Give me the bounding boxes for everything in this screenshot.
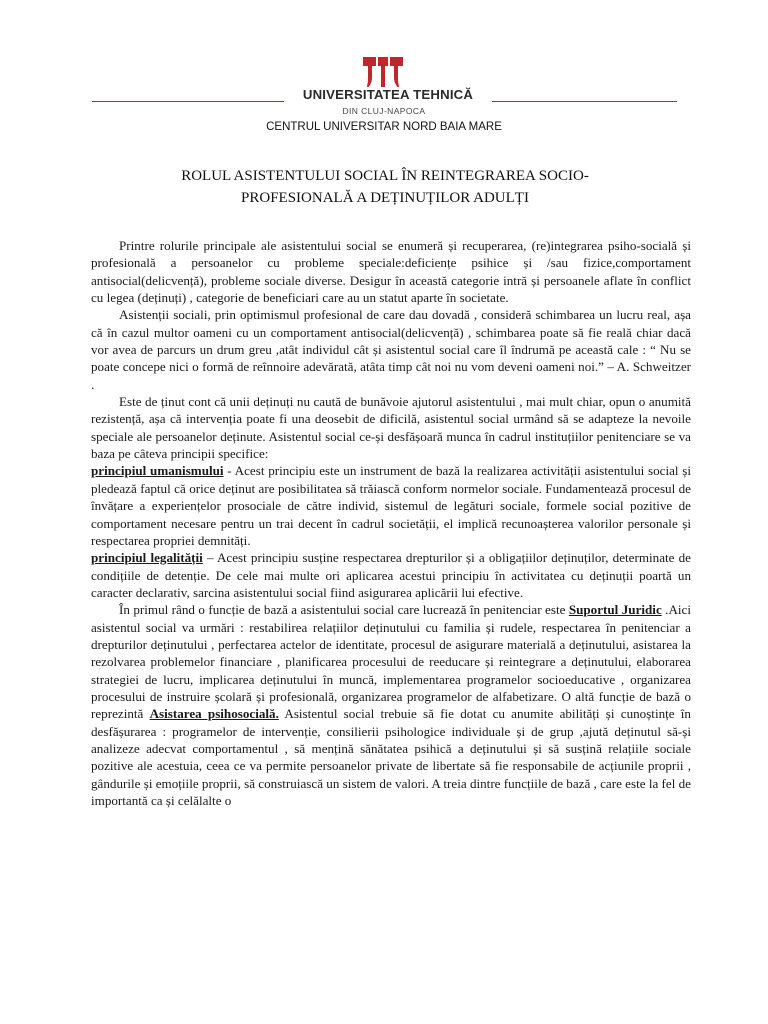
paragraph-3: Este de ținut cont că unii deținuți nu caută de bunăvoie ajutorul asistentului , mai mult chiar, opun o anumită rezistență, așa că intervenția poate fi una deosebit de dificilă, asistentul social urmând să se adapteze la nevoile speciale ale persoanelor deținute. Asistentul social ce-și desfășoară munca în cadrul instituțiilor penitenciare se va baza pe câteva principii specifice:: [91, 394, 691, 462]
paragraph-principle-humanism: [91, 462, 691, 549]
paragraph-2: Asistenții sociali, prin optimismul profesional de care dau dovadă , consideră schimbarea un lucru real, așa că în cazul multor oameni cu un comportament antisocial(delicvență) , schimbarea poate să fie reală chiar dacă vor avea de parcurs un drum greu ,atât individul cât și asistentul social care îl îndrumă pe această cale : “ Nu se poate concepe nici o formă de reînnoire adevărată, atâta timp cât noi nu vom deveni oameni noi.” – A. Schweitzer .: [91, 307, 691, 392]
emblem-right-shape: [390, 57, 403, 90]
university-name: UNIVERSITATEA TEHNICĂ: [284, 87, 492, 102]
psychosocial-assistance-term: Asistarea psihosocială.: [149, 706, 279, 722]
functions-text-3: Asistentul social trebuie să fie dotat cu anumite abilități și cunoștințe în desfășurarea : programelor de intervenție, consilierii psihologice individuale și de grup ,ajută deținutul să-și analizeze adecvat comportamentul , să mențină sănătatea psihică a deținutului și să susțină relațiile sociale pozitive ale acestuia, ceea ce va permite persoanelor private de libertate să fie responsabile de acțiunile proprii , gândurile și emoțiile proprii, să construiască un sistem de valori. A treia dintre funcțiile de bază , care este la fel de importantă ca și celălalte o: [91, 706, 691, 808]
university-logo: [0, 52, 768, 122]
document-title: [90, 165, 680, 209]
principle-humanism-text: - Acest principiu este un instrument de bază la realizarea activității asistentului social și pledează faptul că orice deținut are posibilitatea să trăiască conform normelor sociale. Fundamentează procesul de învățare a experiențelor prosociale de către individ, sistemul de legături sociale, formele social pozitive de comportament necesare pentru un trai decent în cadrul societății, el implică recunoașterea valorilor personale și respectarea propriei demnități.: [91, 463, 692, 548]
functions-text-1: În primul rând o funcție de bază a asistentului social care lucrează în penitenciar este: [119, 602, 569, 618]
title-line-2: PROFESIONALĂ A DEȚINUȚILOR ADULȚI: [241, 190, 529, 206]
paragraph-1: Printre rolurile principale ale asistentului social se enumeră și recuperarea, (re)integrarea psiho-socială și profesională a persoanelor cu probleme speciale:deficiențe psihice și /sau fizice,comportament antisocial(delicvență), probleme sociale diverse. Desigur în această categorie intră și persoanele aflate în conflict cu legea (deținuți) , categorie de beneficiari care au un statut aparte în societate.: [91, 238, 691, 306]
principle-legality-text: – Acest principiu susține respectarea drepturilor și a obligațiilor deținuților, determinate de condițiile de detenție. De cele mai multe ori aplicarea acestui principiu în activitatea cu deținuții poartă un caracter declarativ, sarcina asistentului social fiind asigurarea aplicării lui efective.: [91, 550, 691, 600]
center-name: CENTRUL UNIVERSITAR NORD BAIA MARE: [266, 121, 502, 133]
emblem-left-shape: [363, 57, 376, 90]
legal-support-term: Suportul Juridic: [568, 602, 662, 618]
principle-humanism-term: principiul umanismului: [91, 463, 224, 479]
university-subtitle: DIN CLUJ-NAPOCA: [342, 106, 426, 116]
title-line-1: ROLUL ASISTENTULUI SOCIAL ÎN REINTEGRAREA SOCIO-: [181, 168, 589, 184]
document-body: [91, 237, 691, 809]
principle-legality-term: principiul legalității: [91, 550, 203, 566]
functions-text-2: .Aici asistentul social va urmări : restabilirea relațiilor deținutului cu familia și rudele, respectarea în penitenciar a drepturilor deținutului , perfectarea actelor de identitate, procesul de asigurare materială a deținutului, asistarea la rezolvarea problemelor financiare , planificarea procesului de reeducare și reintegrare a deținutului, elaborarea strategiei de lucru, implicarea deținutului în muncă, implementarea programelor socioeducative , organizarea procesului de instruire școlară și profesională, organizarea programelor de alfabetizare. O altă funcție de bază o reprezintă: [91, 602, 691, 722]
paragraph-principle-legality: [91, 549, 691, 601]
paragraph-functions: [91, 601, 691, 809]
